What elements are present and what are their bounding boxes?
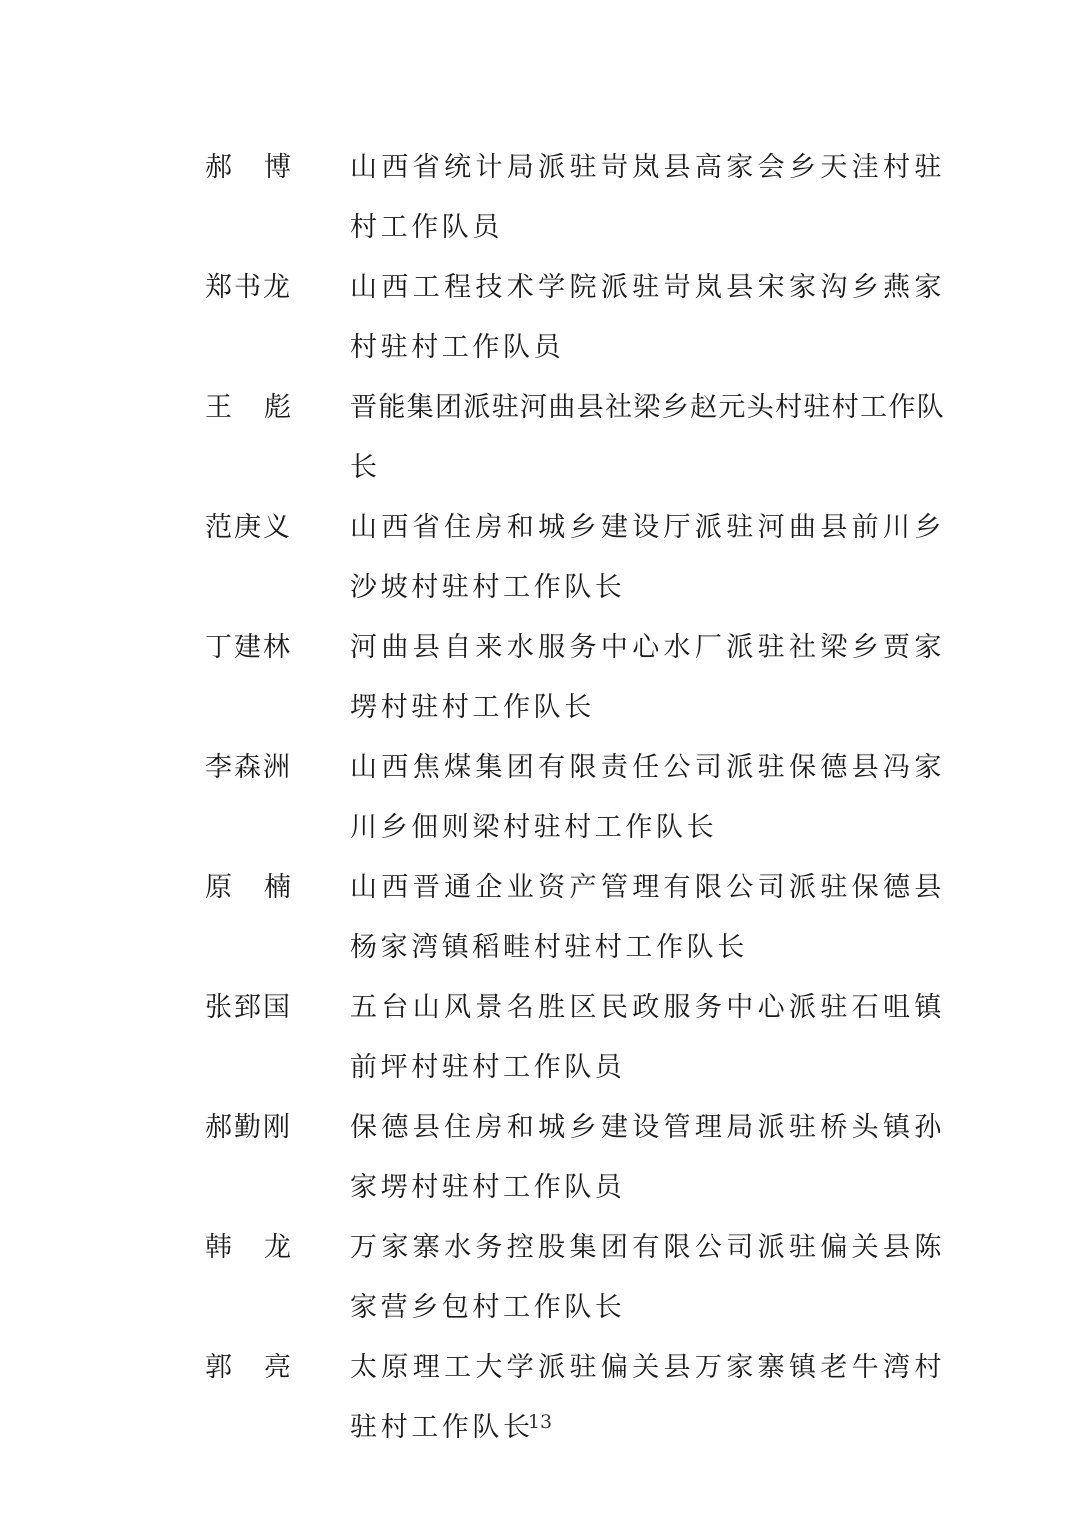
page-number: 13 — [527, 1411, 553, 1433]
list-item — [205, 1098, 945, 1218]
list-item — [205, 858, 945, 978]
person-name: 郝勤刚 — [205, 1112, 292, 1143]
person-assignment: 太原理工大学派驻偏关县万家寨镇老牛湾村驻村工作队长 — [350, 1352, 945, 1443]
person-name-char: 郭 — [205, 1352, 232, 1383]
list-item — [205, 1338, 945, 1458]
person-name — [205, 378, 291, 438]
person-name-char: 原 — [205, 872, 232, 903]
person-name-char: 王 — [205, 392, 232, 423]
person-name-char: 韩 — [205, 1232, 232, 1263]
person-name: 丁建林 — [205, 632, 292, 663]
person-name — [205, 1218, 291, 1278]
person-name: 范庚义 — [205, 512, 292, 543]
person-name-char: 彪 — [264, 392, 291, 423]
person-name — [205, 138, 291, 198]
list-item — [205, 738, 945, 858]
person-assignment: 山西工程技术学院派驻岢岚县宋家沟乡燕家村驻村工作队员 — [350, 272, 945, 363]
person-assignment: 山西晋通企业资产管理有限公司派驻保德县杨家湾镇稻畦村驻村工作队长 — [350, 872, 945, 963]
person-assignment: 山西省住房和城乡建设厅派驻河曲县前川乡沙坡村驻村工作队长 — [350, 512, 945, 603]
person-name-char: 龙 — [264, 1232, 291, 1263]
list-item — [205, 618, 945, 738]
list-item — [205, 978, 945, 1098]
person-name-char: 亮 — [264, 1352, 291, 1383]
person-assignment: 万家寨水务控股集团有限公司派驻偏关县陈家营乡包村工作队长 — [350, 1232, 945, 1323]
list-item — [205, 138, 945, 258]
list-item — [205, 258, 945, 378]
person-assignment: 山西焦煤集团有限责任公司派驻保德县冯家川乡佃则梁村驻村工作队长 — [350, 752, 945, 843]
person-assignment: 五台山风景名胜区民政服务中心派驻石咀镇前坪村驻村工作队员 — [350, 992, 945, 1083]
person-assignment: 保德县住房和城乡建设管理局派驻桥头镇孙家塄村驻村工作队员 — [350, 1112, 945, 1203]
list-item — [205, 1218, 945, 1338]
personnel-list — [205, 138, 945, 1458]
person-name-char: 博 — [264, 152, 291, 183]
person-name: 李森洲 — [205, 752, 292, 783]
list-item — [205, 498, 945, 618]
person-name: 张郅国 — [205, 992, 292, 1023]
list-item — [205, 378, 945, 498]
person-name-char: 郝 — [205, 152, 232, 183]
person-name — [205, 1338, 291, 1398]
person-assignment: 河曲县自来水服务中心水厂派驻社梁乡贾家塄村驻村工作队长 — [350, 632, 945, 723]
person-assignment: 晋能集团派驻河曲县社梁乡赵元头村驻村工作队长 — [350, 392, 945, 483]
person-assignment: 山西省统计局派驻岢岚县高家会乡天洼村驻村工作队员 — [350, 152, 945, 243]
person-name — [205, 858, 291, 918]
person-name-char: 楠 — [264, 872, 291, 903]
person-name: 郑书龙 — [205, 272, 292, 303]
